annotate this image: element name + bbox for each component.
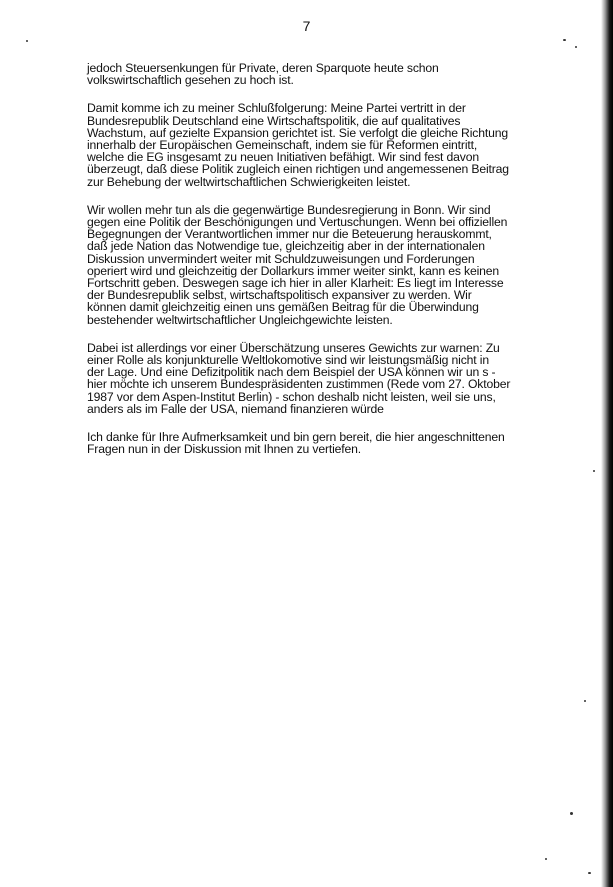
text-line: der Lage. Und eine Defizitpolitik nach dem Beispiel der USA können wir un s - <box>87 365 496 380</box>
text-line: gegen eine Politik der Beschönigungen und Vertuschungen. Wenn bei offiziellen <box>87 215 508 230</box>
scan-speckle <box>575 46 577 48</box>
text-line: innerhalb der Europäischen Gemeinschaft, indem sie für Reformen eintritt, <box>87 138 478 153</box>
text-line: Damit komme ich zu meiner Schlußfolgerung: Meine Partei vertritt in der <box>87 101 466 116</box>
text-line: bestehender weltwirtschaftlicher Ungleichgewichte leisten. <box>87 312 393 327</box>
text-line: operiert wird und gleichzeitig der Dollarkurs immer weiter sinkt, kann es keinen <box>87 263 500 278</box>
text-line: Wir wollen mehr tun als die gegenwärtige Bundesregierung in Bonn. Wir sind <box>87 202 491 217</box>
document-body <box>87 62 547 470</box>
text-line: hier möchte ich unserem Bundespräsidenten zustimmen (Rede vom 27. Oktober <box>87 377 511 392</box>
text-line: Ich danke für Ihre Aufmerksamkeit und bin gern bereit, die hier angeschnittenen <box>87 430 505 445</box>
paragraph-2 <box>87 102 547 187</box>
text-line: Dabei ist allerdings vor einer Überschätzung unseres Gewichts zur warnen: Zu <box>87 340 500 355</box>
scan-speckle <box>588 872 591 874</box>
text-line: einer Rolle als konjunkturelle Weltlokomotive sind wir leistungsmäßig nicht in <box>87 353 489 368</box>
paragraph-1 <box>87 62 547 86</box>
scan-speckle <box>584 700 586 702</box>
text-line: können damit gleichzeitig einen uns gemäßen Beitrag für die Überwindung <box>87 300 479 315</box>
text-line: Wachstum, auf gezielte Expansion gerichtet ist. Sie verfolgt die gleiche Richtung <box>87 125 508 140</box>
text-line: zur Behebung der weltwirtschaftlichen Schwierigkeiten leistet. <box>87 174 411 189</box>
text-line: Diskussion unvermindert weiter mit Schuldzuweisungen und Forderungen <box>87 251 475 266</box>
scan-edge-shadow <box>601 0 613 887</box>
text-line: daß jede Nation das Notwendige tue, gleichzeitig aber in der internationalen <box>87 239 485 254</box>
scan-speckle <box>545 858 547 860</box>
paragraph-5 <box>87 431 547 455</box>
paragraph-4 <box>87 342 547 415</box>
page-number: 7 <box>302 18 311 34</box>
text-line: Fragen nun in der Diskussion mit Ihnen zu vertiefen. <box>87 442 362 457</box>
text-line: der Bundesrepublik selbst, wirtschaftspolitisch expansiver zu werden. Wir <box>87 288 472 303</box>
paragraph-3 <box>87 204 547 326</box>
text-line: Begegnungen der Verantwortlichen immer nur die Beteuerung herauskommt, <box>87 227 492 242</box>
scan-speckle <box>26 40 28 42</box>
scan-speckle <box>563 39 566 41</box>
text-line: 1987 vor dem Aspen-Institut Berlin) - schon deshalb nicht leisten, weil sie uns, <box>87 389 496 404</box>
scan-speckle <box>570 812 573 815</box>
scan-speckle <box>593 470 595 472</box>
text-line: jedoch Steuersenkungen für Private, deren Sparquote heute schon <box>87 61 439 75</box>
text-line: volkswirtschaftlich gesehen zu hoch ist. <box>87 73 294 88</box>
text-line: Fortschritt geben. Deswegen sage ich hier in aller Klarheit: Es liegt im Interesse <box>87 276 504 291</box>
text-line: überzeugt, daß diese Politik zugleich einen richtigen und angemessenen Beitrag <box>87 162 509 177</box>
text-line: anders als im Falle der USA, niemand finanzieren würde <box>87 401 384 416</box>
text-line: welche die EG insgesamt zu neuen Initiativen befähigt. Wir sind fest davon <box>87 150 479 165</box>
text-line: Bundesrepublik Deutschland eine Wirtschaftspolitik, die auf qualitatives <box>87 113 461 128</box>
